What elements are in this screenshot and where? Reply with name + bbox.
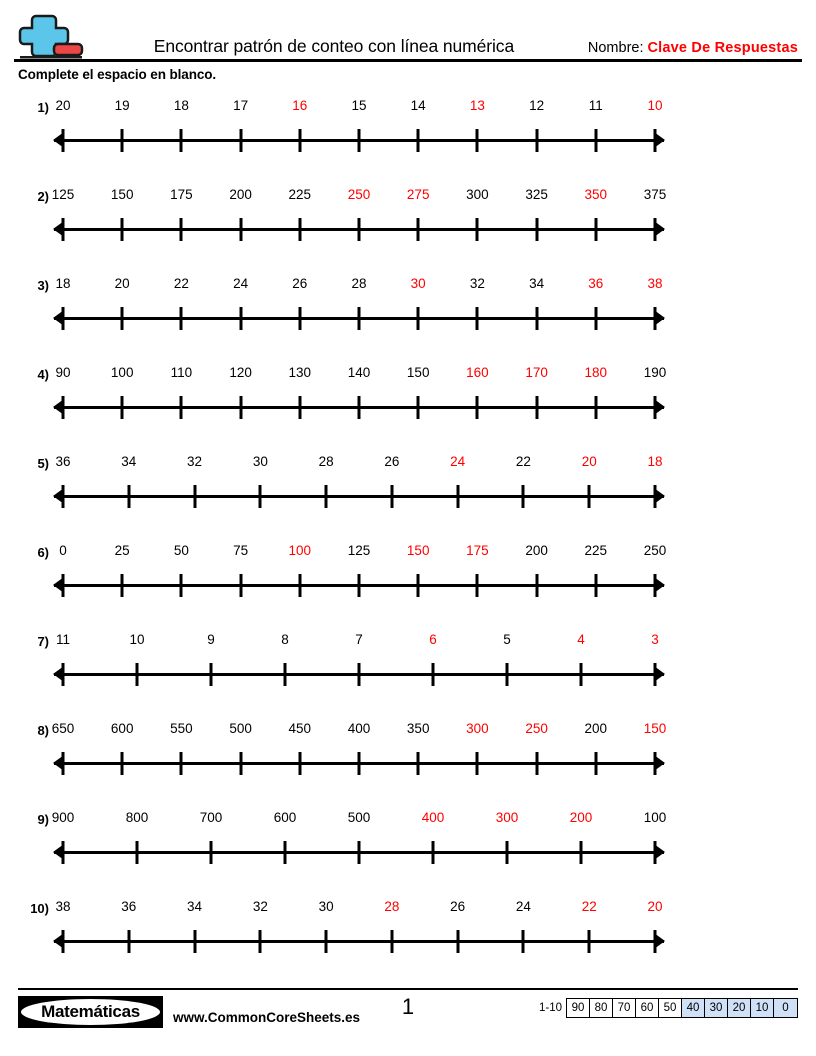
tick-mark bbox=[62, 307, 65, 330]
answer-value: 10 bbox=[647, 98, 663, 113]
given-value: 9 bbox=[207, 632, 215, 647]
answer-value: 22 bbox=[581, 899, 597, 914]
tick-mark bbox=[121, 129, 124, 152]
problem-inner bbox=[18, 711, 798, 800]
tick-mark bbox=[654, 663, 657, 686]
given-value: 225 bbox=[584, 543, 608, 558]
answer-value: 300 bbox=[466, 721, 489, 736]
tick-mark bbox=[358, 396, 361, 419]
tick-mark bbox=[259, 485, 262, 508]
page-number: 1 bbox=[401, 994, 415, 1019]
tick-mark bbox=[358, 218, 361, 241]
tick-mark bbox=[62, 485, 65, 508]
tick-mark bbox=[239, 218, 242, 241]
tick-mark bbox=[136, 663, 139, 686]
given-value: 140 bbox=[347, 365, 371, 380]
given-value: 24 bbox=[515, 899, 531, 914]
tick-mark bbox=[62, 663, 65, 686]
number-line-labels bbox=[54, 98, 664, 118]
problem-number: 5) bbox=[37, 456, 49, 471]
given-value: 25 bbox=[114, 543, 130, 558]
problem-inner bbox=[18, 533, 798, 622]
tick-mark bbox=[284, 841, 287, 864]
given-value: 375 bbox=[643, 187, 667, 202]
answer-value: 250 bbox=[525, 721, 548, 736]
tick-mark bbox=[62, 752, 65, 775]
tick-mark bbox=[136, 841, 139, 864]
given-value: 36 bbox=[121, 899, 137, 914]
given-value: 175 bbox=[170, 187, 193, 202]
number-line-labels bbox=[51, 810, 667, 830]
number-line-labels bbox=[54, 543, 667, 563]
given-value: 36 bbox=[55, 454, 71, 469]
given-value: 15 bbox=[351, 98, 367, 113]
number-line-labels bbox=[54, 632, 664, 652]
tick-mark bbox=[210, 841, 213, 864]
tick-mark bbox=[62, 930, 65, 953]
answer-value: 275 bbox=[406, 187, 430, 202]
tick-mark bbox=[210, 663, 213, 686]
grading-scale-box: 70 bbox=[613, 999, 636, 1017]
given-value: 18 bbox=[173, 98, 189, 113]
name-value: Clave De Respuestas bbox=[647, 40, 798, 56]
number-line-labels bbox=[54, 454, 664, 474]
number-line bbox=[54, 622, 664, 711]
number-line bbox=[54, 266, 664, 355]
number-line bbox=[51, 800, 667, 889]
grading-scale-box: 90 bbox=[567, 999, 590, 1017]
tick-mark bbox=[358, 129, 361, 152]
tick-mark bbox=[417, 307, 420, 330]
given-value: 500 bbox=[229, 721, 252, 736]
grading-scale-box: 30 bbox=[705, 999, 728, 1017]
brand-badge bbox=[18, 996, 163, 1028]
given-value: 110 bbox=[170, 365, 193, 380]
given-value: 26 bbox=[292, 276, 308, 291]
given-value: 18 bbox=[55, 276, 71, 291]
tick-mark bbox=[654, 841, 657, 864]
given-value: 120 bbox=[229, 365, 252, 380]
number-line bbox=[54, 88, 664, 177]
tick-mark bbox=[298, 752, 301, 775]
tick-mark bbox=[456, 930, 459, 953]
answer-value: 3 bbox=[651, 632, 659, 647]
tick-mark bbox=[476, 129, 479, 152]
worksheet-footer bbox=[0, 988, 816, 1034]
answer-value: 400 bbox=[421, 810, 445, 825]
tick-mark bbox=[535, 218, 538, 241]
problem-inner bbox=[18, 889, 798, 978]
tick-mark bbox=[594, 396, 597, 419]
tick-mark bbox=[476, 218, 479, 241]
number-line bbox=[54, 889, 664, 978]
tick-mark bbox=[62, 218, 65, 241]
given-value: 34 bbox=[121, 454, 137, 469]
instructions-text: Complete el espacio en blanco. bbox=[18, 67, 217, 82]
answer-value: 20 bbox=[647, 899, 663, 914]
number-line-axis bbox=[54, 658, 664, 692]
tick-mark bbox=[535, 574, 538, 597]
number-line-axis bbox=[54, 213, 664, 247]
grading-scale-box: 60 bbox=[636, 999, 659, 1017]
tick-mark bbox=[654, 129, 657, 152]
given-value: 7 bbox=[355, 632, 363, 647]
given-value: 30 bbox=[252, 454, 268, 469]
tick-mark bbox=[588, 485, 591, 508]
tick-mark bbox=[325, 485, 328, 508]
problem-inner bbox=[18, 622, 798, 711]
answer-value: 24 bbox=[450, 454, 466, 469]
given-value: 150 bbox=[110, 187, 134, 202]
tick-mark bbox=[121, 307, 124, 330]
given-value: 24 bbox=[233, 276, 249, 291]
given-value: 12 bbox=[529, 98, 545, 113]
answer-value: 18 bbox=[647, 454, 663, 469]
problem-row bbox=[0, 533, 816, 622]
grading-scale-box: 80 bbox=[590, 999, 613, 1017]
given-value: 0 bbox=[59, 543, 67, 558]
worksheet-header bbox=[0, 0, 816, 62]
header-divider bbox=[14, 59, 802, 62]
given-value: 34 bbox=[187, 899, 203, 914]
tick-mark bbox=[239, 752, 242, 775]
tick-mark bbox=[476, 574, 479, 597]
given-value: 10 bbox=[129, 632, 145, 647]
tick-mark bbox=[193, 930, 196, 953]
problem-inner bbox=[18, 88, 798, 177]
number-line-labels bbox=[54, 899, 664, 919]
tick-mark bbox=[522, 485, 525, 508]
problem-row bbox=[0, 800, 816, 889]
tick-mark bbox=[180, 574, 183, 597]
number-line-labels bbox=[54, 365, 667, 385]
answer-value: 30 bbox=[410, 276, 426, 291]
tick-mark bbox=[432, 841, 435, 864]
tick-mark bbox=[259, 930, 262, 953]
problem-inner bbox=[18, 177, 798, 266]
given-value: 14 bbox=[410, 98, 426, 113]
tick-mark bbox=[298, 218, 301, 241]
grading-scale-box: 20 bbox=[728, 999, 751, 1017]
grading-scale bbox=[539, 998, 798, 1018]
tick-mark bbox=[594, 129, 597, 152]
tick-mark bbox=[390, 930, 393, 953]
given-value: 125 bbox=[347, 543, 371, 558]
given-value: 200 bbox=[229, 187, 252, 202]
tick-mark bbox=[417, 218, 420, 241]
answer-value: 6 bbox=[429, 632, 437, 647]
given-value: 150 bbox=[406, 365, 430, 380]
grading-scale-box: 0 bbox=[774, 999, 797, 1017]
number-line-axis bbox=[54, 925, 664, 959]
problem-number: 10) bbox=[30, 901, 49, 916]
tick-mark bbox=[239, 574, 242, 597]
grading-scale-label: 1-10 bbox=[538, 1002, 562, 1014]
tick-mark bbox=[535, 396, 538, 419]
number-line-axis bbox=[54, 747, 664, 781]
number-line-axis bbox=[54, 569, 664, 603]
given-value: 250 bbox=[643, 543, 667, 558]
answer-value: 180 bbox=[584, 365, 608, 380]
given-value: 75 bbox=[233, 543, 249, 558]
problem-number: 8) bbox=[37, 723, 49, 738]
given-value: 11 bbox=[588, 98, 603, 113]
answer-value: 175 bbox=[466, 543, 489, 558]
number-line-labels bbox=[54, 276, 664, 296]
answer-value: 100 bbox=[288, 543, 312, 558]
problem-number: 6) bbox=[37, 545, 49, 560]
answer-value: 36 bbox=[588, 276, 604, 291]
tick-mark bbox=[239, 396, 242, 419]
tick-mark bbox=[121, 752, 124, 775]
number-line bbox=[54, 355, 667, 444]
tick-mark bbox=[588, 930, 591, 953]
tick-mark bbox=[390, 485, 393, 508]
tick-mark bbox=[180, 218, 183, 241]
tick-mark bbox=[417, 129, 420, 152]
given-value: 550 bbox=[170, 721, 193, 736]
given-value: 130 bbox=[288, 365, 312, 380]
given-value: 225 bbox=[288, 187, 312, 202]
given-value: 30 bbox=[318, 899, 334, 914]
brand-label: Matemáticas bbox=[21, 999, 160, 1025]
number-line-labels bbox=[51, 187, 667, 207]
problem-row bbox=[0, 711, 816, 800]
tick-mark bbox=[594, 307, 597, 330]
answer-value: 160 bbox=[466, 365, 489, 380]
answer-value: 350 bbox=[584, 187, 608, 202]
tick-mark bbox=[193, 485, 196, 508]
given-value: 800 bbox=[125, 810, 149, 825]
tick-mark bbox=[654, 574, 657, 597]
tick-mark bbox=[358, 663, 361, 686]
tick-mark bbox=[62, 396, 65, 419]
tick-mark bbox=[284, 663, 287, 686]
tick-mark bbox=[298, 396, 301, 419]
given-value: 20 bbox=[114, 276, 130, 291]
given-value: 200 bbox=[525, 543, 548, 558]
problem-inner bbox=[18, 266, 798, 355]
answer-value: 150 bbox=[643, 721, 667, 736]
given-value: 90 bbox=[55, 365, 71, 380]
grading-scale-box: 40 bbox=[682, 999, 705, 1017]
given-value: 600 bbox=[273, 810, 297, 825]
answer-value: 300 bbox=[495, 810, 519, 825]
problem-inner bbox=[18, 355, 798, 444]
given-value: 26 bbox=[384, 454, 400, 469]
answer-value: 13 bbox=[469, 98, 485, 113]
number-line bbox=[54, 444, 664, 533]
tick-mark bbox=[654, 218, 657, 241]
given-value: 100 bbox=[110, 365, 134, 380]
tick-mark bbox=[654, 930, 657, 953]
problem-number: 2) bbox=[37, 189, 49, 204]
given-value: 38 bbox=[55, 899, 71, 914]
given-value: 28 bbox=[318, 454, 334, 469]
tick-mark bbox=[476, 307, 479, 330]
given-value: 11 bbox=[55, 632, 71, 647]
tick-mark bbox=[580, 841, 583, 864]
tick-mark bbox=[417, 574, 420, 597]
tick-mark bbox=[535, 129, 538, 152]
tick-mark bbox=[580, 663, 583, 686]
tick-mark bbox=[358, 574, 361, 597]
given-value: 22 bbox=[515, 454, 531, 469]
given-value: 500 bbox=[347, 810, 371, 825]
tick-mark bbox=[594, 574, 597, 597]
tick-mark bbox=[594, 218, 597, 241]
tick-mark bbox=[358, 841, 361, 864]
given-value: 700 bbox=[199, 810, 223, 825]
tick-mark bbox=[417, 752, 420, 775]
tick-mark bbox=[325, 930, 328, 953]
answer-value: 28 bbox=[384, 899, 400, 914]
given-value: 32 bbox=[187, 454, 203, 469]
tick-mark bbox=[654, 752, 657, 775]
tick-mark bbox=[180, 396, 183, 419]
given-value: 900 bbox=[51, 810, 75, 825]
plus-minus-logo-icon bbox=[14, 12, 86, 60]
number-line-axis bbox=[54, 480, 664, 514]
site-url: www.CommonCoreSheets.es bbox=[173, 1009, 361, 1025]
problem-number: 7) bbox=[37, 634, 49, 649]
number-line-axis bbox=[54, 302, 664, 336]
problem-row bbox=[0, 444, 816, 533]
given-value: 19 bbox=[114, 98, 130, 113]
problem-row bbox=[0, 88, 816, 177]
number-line-axis bbox=[54, 391, 664, 425]
problems-list bbox=[0, 82, 816, 978]
tick-mark bbox=[127, 485, 130, 508]
given-value: 600 bbox=[110, 721, 134, 736]
answer-value: 200 bbox=[569, 810, 593, 825]
number-line-axis bbox=[54, 836, 664, 870]
tick-mark bbox=[121, 396, 124, 419]
tick-mark bbox=[62, 129, 65, 152]
tick-mark bbox=[127, 930, 130, 953]
given-value: 190 bbox=[643, 365, 667, 380]
grading-scale-box: 10 bbox=[751, 999, 774, 1017]
tick-mark bbox=[476, 752, 479, 775]
page-title: Encontrar patrón de conteo con línea numérica bbox=[153, 36, 515, 56]
tick-mark bbox=[180, 129, 183, 152]
given-value: 400 bbox=[347, 721, 371, 736]
given-value: 100 bbox=[643, 810, 667, 825]
given-value: 650 bbox=[51, 721, 75, 736]
answer-value: 150 bbox=[406, 543, 430, 558]
answer-value: 38 bbox=[647, 276, 663, 291]
tick-mark bbox=[298, 129, 301, 152]
tick-mark bbox=[654, 485, 657, 508]
number-line bbox=[51, 177, 667, 266]
tick-mark bbox=[417, 396, 420, 419]
problem-number: 9) bbox=[37, 812, 49, 827]
tick-mark bbox=[654, 396, 657, 419]
tick-mark bbox=[62, 574, 65, 597]
number-line-labels bbox=[51, 721, 667, 741]
answer-value: 250 bbox=[347, 187, 371, 202]
grading-scale-boxes bbox=[566, 998, 798, 1018]
problem-inner bbox=[18, 800, 798, 889]
tick-mark bbox=[432, 663, 435, 686]
tick-mark bbox=[239, 129, 242, 152]
name-label: Nombre: bbox=[587, 40, 644, 56]
tick-mark bbox=[535, 752, 538, 775]
answer-value: 170 bbox=[525, 365, 548, 380]
problem-row bbox=[0, 266, 816, 355]
given-value: 32 bbox=[469, 276, 485, 291]
tick-mark bbox=[121, 574, 124, 597]
axis-line bbox=[54, 495, 664, 498]
tick-mark bbox=[298, 574, 301, 597]
problem-number: 1) bbox=[37, 100, 49, 115]
given-value: 22 bbox=[173, 276, 189, 291]
tick-mark bbox=[476, 396, 479, 419]
tick-mark bbox=[535, 307, 538, 330]
tick-mark bbox=[506, 663, 509, 686]
given-value: 17 bbox=[233, 98, 249, 113]
given-value: 300 bbox=[466, 187, 489, 202]
given-value: 350 bbox=[406, 721, 430, 736]
given-value: 125 bbox=[51, 187, 75, 202]
answer-value: 20 bbox=[581, 454, 597, 469]
tick-mark bbox=[358, 752, 361, 775]
answer-value: 4 bbox=[577, 632, 585, 647]
given-value: 325 bbox=[525, 187, 548, 202]
problem-row bbox=[0, 355, 816, 444]
problem-inner bbox=[18, 444, 798, 533]
tick-mark bbox=[180, 752, 183, 775]
tick-mark bbox=[180, 307, 183, 330]
tick-mark bbox=[654, 307, 657, 330]
axis-line bbox=[54, 940, 664, 943]
tick-mark bbox=[594, 752, 597, 775]
given-value: 8 bbox=[281, 632, 289, 647]
number-line bbox=[51, 711, 667, 800]
problem-row bbox=[0, 177, 816, 266]
number-line bbox=[54, 533, 667, 622]
given-value: 32 bbox=[252, 899, 268, 914]
given-value: 5 bbox=[503, 632, 511, 647]
tick-mark bbox=[298, 307, 301, 330]
problem-number: 4) bbox=[37, 367, 49, 382]
problem-number: 3) bbox=[37, 278, 49, 293]
given-value: 26 bbox=[450, 899, 466, 914]
problem-row bbox=[0, 622, 816, 711]
tick-mark bbox=[522, 930, 525, 953]
grading-scale-box: 50 bbox=[659, 999, 682, 1017]
given-value: 200 bbox=[584, 721, 608, 736]
given-value: 50 bbox=[173, 543, 189, 558]
tick-mark bbox=[506, 841, 509, 864]
number-line-axis bbox=[54, 124, 664, 158]
problem-row bbox=[0, 889, 816, 978]
given-value: 34 bbox=[529, 276, 545, 291]
tick-mark bbox=[456, 485, 459, 508]
given-value: 20 bbox=[55, 98, 71, 113]
given-value: 450 bbox=[288, 721, 312, 736]
given-value: 28 bbox=[351, 276, 367, 291]
tick-mark bbox=[239, 307, 242, 330]
tick-mark bbox=[62, 841, 65, 864]
tick-mark bbox=[121, 218, 124, 241]
tick-mark bbox=[358, 307, 361, 330]
answer-value: 16 bbox=[292, 98, 308, 113]
